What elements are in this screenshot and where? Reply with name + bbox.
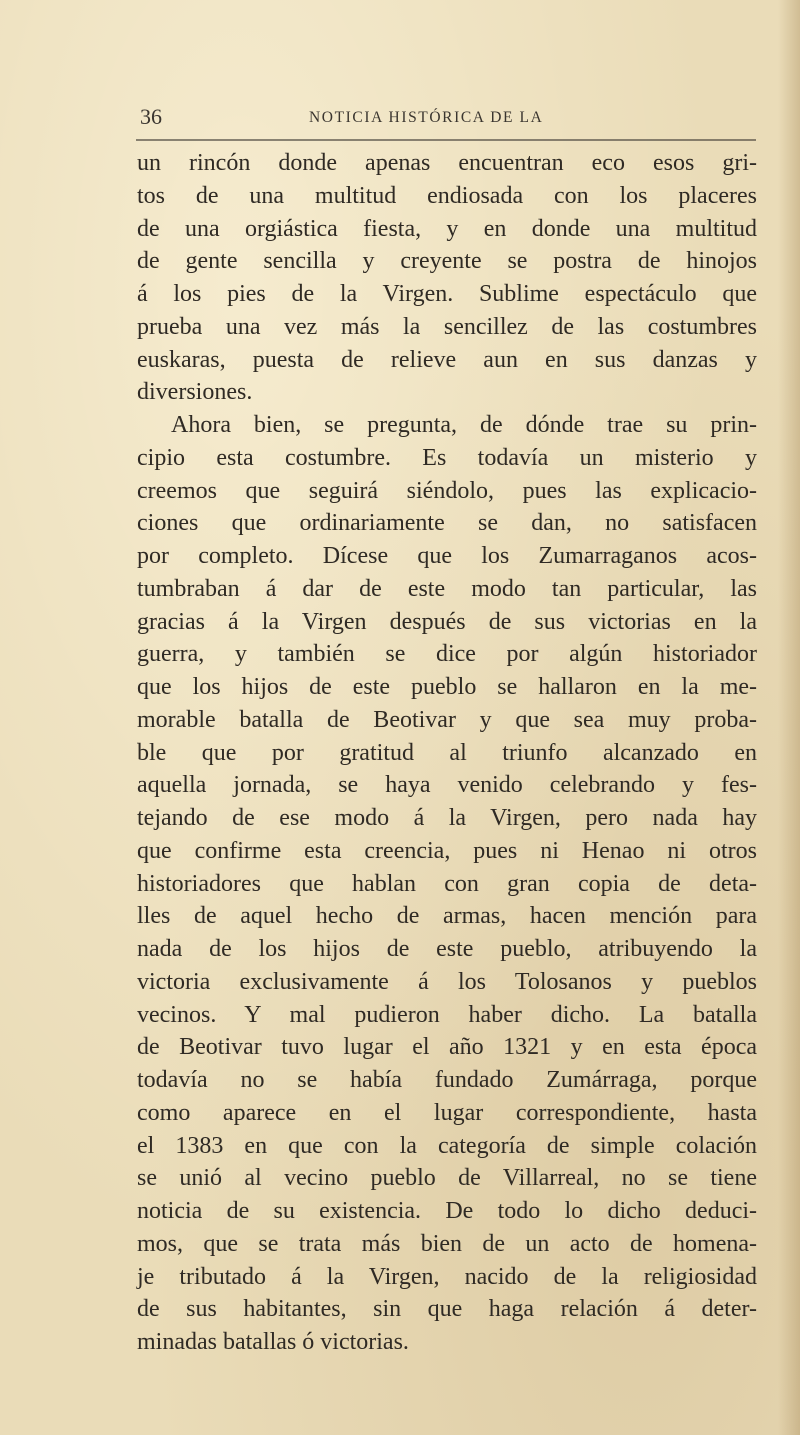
text-line: un rincón donde apenas encuentran eco esos gri-: [137, 150, 757, 176]
text-line: euskaras, puesta de relieve aun en sus danzas y: [137, 346, 757, 373]
text-line: aquella jornada, se haya venido celebrando y fes-: [137, 772, 757, 799]
text-line: á los pies de la Virgen. Sublime espectáculo que: [137, 281, 757, 307]
text-line: de gente sencilla y creyente se postra de hinojos: [137, 248, 757, 275]
text-line: guerra, y también se dice por algún historiador: [137, 641, 757, 668]
text-line: tejando de ese modo á la Virgen, pero nada hay: [137, 805, 757, 831]
text-line: se unió al vecino pueblo de Villarreal, no se tiene: [137, 1165, 757, 1192]
text-line: por completo. Dícese que los Zumarraganos acos-: [137, 543, 757, 569]
text-line: tumbraban á dar de este modo tan particular, las: [137, 575, 757, 602]
text-line: diversiones.: [137, 379, 253, 406]
text-line: tos de una multitud endiosada con los placeres: [137, 182, 757, 209]
text-line: prueba una vez más la sencillez de las costumbres: [137, 313, 757, 340]
text-line: noticia de su existencia. De todo lo dicho deduci-: [137, 1198, 757, 1224]
text-line: de Beotivar tuvo lugar el año 1321 y en esta época: [137, 1034, 757, 1061]
running-title: NOTICIA HISTÓRICA DE LA: [309, 109, 544, 126]
text-line: de una orgiástica fiesta, y en donde una multitud: [137, 215, 757, 242]
text-line: morable batalla de Beotivar y que sea muy proba-: [137, 706, 757, 733]
text-line: lles de aquel hecho de armas, hacen mención para: [137, 903, 757, 930]
text-line: mos, que se trata más bien de un acto de homena-: [137, 1230, 757, 1257]
text-line: que los hijos de este pueblo se hallaron en la me-: [137, 674, 757, 700]
text-line: Ahora bien, se pregunta, de dónde trae su prin-: [171, 412, 757, 438]
text-line: je tributado á la Virgen, nacido de la religiosidad: [137, 1263, 757, 1290]
text-line: vecinos. Y mal pudieron haber dicho. La batalla: [137, 1001, 757, 1028]
text-line: ciones que ordinariamente se dan, no satisfacen: [137, 510, 757, 537]
body-text: [137, 147, 757, 1359]
text-line: que confirme esta creencia, pues ni Henao ni otros: [137, 837, 757, 864]
text-line: como aparece en el lugar correspondiente, hasta: [137, 1099, 757, 1126]
text-line: creemos que seguirá siéndolo, pues las explicacio-: [137, 477, 757, 504]
text-line: nada de los hijos de este pueblo, atribuyendo la: [137, 936, 757, 962]
page-number: 36: [140, 104, 162, 129]
text-line: gracias á la Virgen después de sus victorias en la: [137, 608, 757, 635]
text-line: minadas batallas ó victorias.: [137, 1329, 409, 1355]
text-line: todavía no se había fundado Zumárraga, porque: [137, 1067, 757, 1093]
text-line: victoria exclusivamente á los Tolosanos y pueblos: [137, 968, 757, 995]
text-line: ble que por gratitud al triunfo alcanzado en: [137, 739, 757, 766]
page-header: [140, 104, 754, 132]
text-line: de sus habitantes, sin que haga relación á deter-: [137, 1296, 757, 1323]
page-edge-shadow: [778, 0, 800, 1435]
text-line: el 1383 en que con la categoría de simple colación: [137, 1132, 757, 1159]
text-line: cipio esta costumbre. Es todavía un misterio y: [137, 444, 757, 471]
header-wavy-rule: [136, 136, 756, 144]
text-line: historiadores que hablan con gran copia de deta-: [137, 870, 757, 897]
